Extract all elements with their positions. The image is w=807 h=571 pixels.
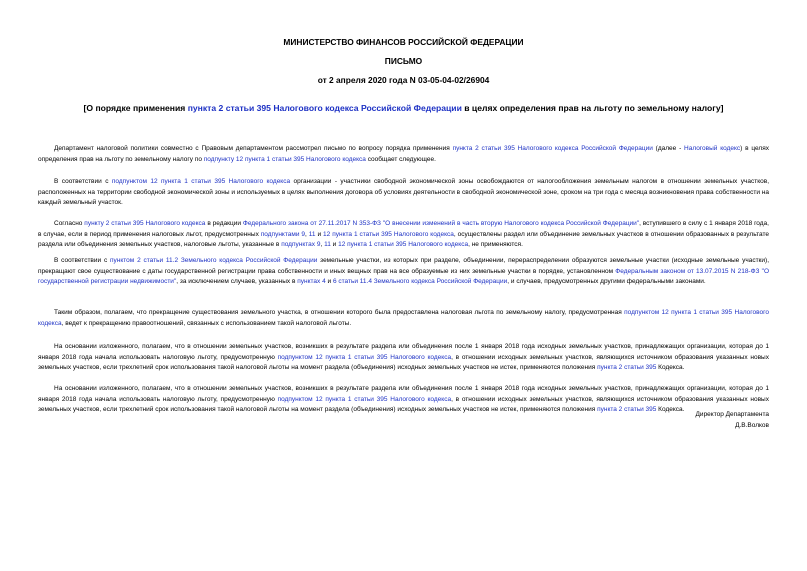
text-segment: организации - участники свободной экономической зоны освобождаются от налогообложения земельным налогом в отношении земельных участков, расположенных на территории свободной экономической зоны и используемых в целях выполнения договора об условиях деятельности в свободной экономической зоне, сроком на три года с месяца возникновения права собственности на каждый земельный участок. bbox=[38, 178, 769, 207]
text-segment: , и случаев, предусмотренных другими федеральными законами. bbox=[507, 278, 706, 286]
document-subject bbox=[0, 103, 807, 113]
text-segment: На основании изложенного, полагаем, что в отношении земельных участков, возникших в результате раздела или объединения после 1 января 2018 года исходных земельных участков, принадлежащих организации, которая до 1 января 2018 года начала использовать налоговую льготу, предусмотренную bbox=[38, 343, 769, 361]
paragraph-4 bbox=[38, 256, 769, 288]
law-link[interactable]: пункта 2 статьи 395 bbox=[597, 406, 657, 414]
text-segment: Департамент налоговой политики совместно с Правовым департаментом рассмотрел письмо по вопросу порядка применения bbox=[54, 145, 453, 152]
paragraph-5 bbox=[38, 308, 769, 329]
text-segment: , в отношении исходных земельных участков, являющихся источником образования указанных новых земельных участков, если трехлетний срок использования такой налоговой льготы на момент раздела (объединения) исходных земельных участков не истек, применяются положения bbox=[38, 395, 769, 414]
text-segment: , вступившего в силу с 1 января 2018 года, в случае, если в период применения налоговых льгот, предусмотренных bbox=[38, 220, 769, 238]
text-segment: ) в целях определения прав на льготу по земельному налогу по bbox=[38, 145, 769, 163]
text-segment: , за исключением случаев, указанных в bbox=[176, 278, 298, 286]
text-segment: сообщает следующее. bbox=[365, 155, 436, 163]
signature-position: Директор Департамента bbox=[695, 411, 769, 418]
paragraph-3 bbox=[38, 219, 769, 251]
law-link[interactable]: Федерального закона от 27.11.2017 N 353-ФЗ "О внесении изменений в часть вторую Налогового кодекса Российской Федерации" bbox=[242, 220, 640, 227]
law-link[interactable]: пунктах 4 bbox=[297, 278, 326, 286]
law-link[interactable]: Федеральным законом от 13.07.2015 N 218-ФЗ "О государственной регистрации недвижимости" bbox=[38, 267, 770, 286]
text-segment: , ведет к прекращению правоотношений, связанных с использованием такой налоговой льготы. bbox=[61, 319, 352, 327]
law-link[interactable]: 12 пункта 1 статьи 395 Налогового кодекса bbox=[338, 241, 469, 249]
paragraph-6 bbox=[38, 342, 769, 374]
law-link[interactable]: подпунктом 12 пункта 1 статьи 395 Налогового кодекса bbox=[277, 395, 452, 403]
subject-suffix: в целях определения прав на льготу по земельному налогу] bbox=[461, 103, 724, 113]
law-link[interactable]: подпунктом 12 пункта 1 статьи 395 Налогового кодекса bbox=[277, 353, 452, 361]
text-segment: , в отношении исходных земельных участков, являющихся источником образования указанных новых земельных участков, если трехлетний срок использования такой налоговой льготы на момент раздела (объединения) исходных земельных участков не истек, применяются положения bbox=[38, 353, 769, 372]
text-segment: (далее - bbox=[652, 145, 685, 152]
law-link[interactable]: подпунктами 9 bbox=[260, 230, 306, 238]
text-segment: и bbox=[315, 230, 324, 238]
document-date-number: от 2 апреля 2020 года N 03-05-04-02/26904 bbox=[317, 75, 490, 85]
law-link[interactable]: подпунктом 12 пункта 1 статьи 395 Налогового кодекса bbox=[38, 309, 769, 327]
law-link[interactable]: 11 bbox=[308, 230, 316, 238]
law-link[interactable]: 12 пункта 1 статьи 395 Налогового кодекса bbox=[323, 230, 454, 238]
law-link[interactable]: подпунктом 12 пункта 1 статьи 395 Налогового кодекса bbox=[111, 178, 291, 185]
text-segment: земельные участки, из которых при разделе, объединении, перераспределении образуются земельные участки (исходные земельные участки), прекращают свое существование с даты государственной регистрации права собственности и иных вещных прав на все образуемые из них земельные участки в порядке, установленном bbox=[38, 257, 770, 275]
text-segment: В соответствии с bbox=[54, 257, 110, 264]
law-link[interactable]: пункту 2 статьи 395 Налогового кодекса bbox=[84, 220, 206, 227]
law-link[interactable]: пункта 2 статьи 395 Налогового кодекса Российской Федерации bbox=[452, 145, 653, 152]
law-link[interactable]: пунктом 2 статьи 11.2 Земельного кодекса Российской Федерации bbox=[110, 257, 318, 264]
subject-prefix: [О порядке применения bbox=[83, 103, 188, 113]
law-link[interactable]: 6 статьи 11.4 Земельного кодекса Российской Федерации bbox=[332, 278, 508, 286]
text-segment: , осуществлены раздел или объединение земельных участков в отношении образованных в результате раздела или объединения земельных участков, налоговые льготы, указанные в bbox=[38, 230, 769, 249]
text-segment: Согласно bbox=[54, 220, 85, 227]
text-segment: , bbox=[320, 241, 325, 249]
text-segment: и bbox=[325, 278, 333, 286]
text-segment: в редакции bbox=[205, 220, 243, 227]
law-link[interactable]: подпункту 12 пункта 1 статьи 395 Налогового кодекса bbox=[203, 155, 366, 163]
ministry-title: МИНИСТЕРСТВО ФИНАНСОВ РОССИЙСКОЙ ФЕДЕРАЦИИ bbox=[283, 37, 524, 47]
text-segment: На основании изложенного, полагаем, что в отношении земельных участков, возникших в результате раздела или объединения после 1 января 2018 года исходных земельных участков, принадлежащих организации, которая до 1 января 2018 года начала использовать налоговую льготу, предусмотренную bbox=[38, 385, 769, 403]
text-segment: и bbox=[330, 241, 339, 249]
law-link[interactable]: 11 bbox=[324, 241, 331, 249]
signature-name: Д.В.Волков bbox=[735, 422, 769, 429]
paragraph-2 bbox=[38, 177, 769, 209]
paragraph-1 bbox=[38, 144, 769, 165]
law-link[interactable]: Налоговый кодекс bbox=[684, 145, 741, 152]
text-segment: , не применяются. bbox=[468, 241, 523, 249]
paragraph-7 bbox=[38, 384, 769, 416]
text-segment: Кодекса. bbox=[656, 406, 685, 414]
text-segment: Кодекса. bbox=[656, 364, 685, 372]
law-link[interactable]: пункта 2 статьи 395 bbox=[597, 364, 657, 372]
text-segment: В соответствии с bbox=[54, 178, 112, 185]
subject-link[interactable]: пункта 2 статьи 395 Налогового кодекса Российской Федерации bbox=[187, 103, 462, 113]
text-segment: Таким образом, полагаем, что прекращение существования земельного участка, в отношении которого была предоставлена налоговая льгота по земельному налогу, предусмотренная bbox=[54, 309, 625, 316]
law-link[interactable]: подпунктах 9 bbox=[281, 241, 321, 249]
text-segment: , bbox=[305, 230, 309, 238]
document-type: ПИСЬМО bbox=[384, 56, 423, 66]
